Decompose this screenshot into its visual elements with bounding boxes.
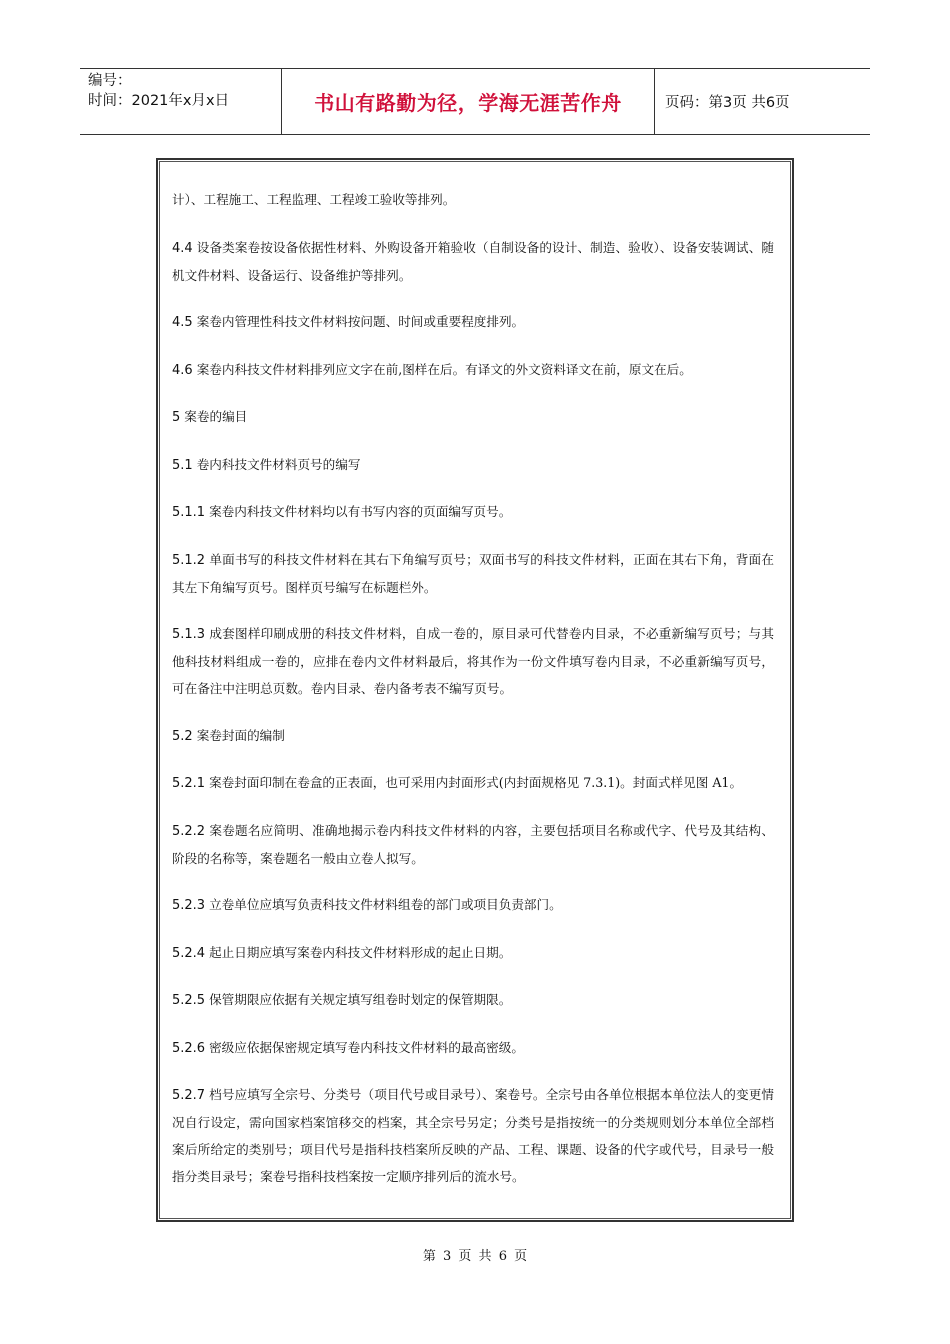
section-heading: 5.1 卷内科技文件材料页号的编写 — [172, 456, 361, 473]
section-heading: 5.2 案卷封面的编制 — [172, 727, 285, 744]
paragraph: 5.2.2 案卷题名应简明、准确地揭示卷内科技文件材料的内容，主要包括项目名称或代字、代号及其结构、阶段的名称等，案卷题名一般由立卷人拟写。 — [172, 822, 774, 866]
paragraph: 5.2.3 立卷单位应填写负责科技文件材料组卷的部门或项目负责部门。 — [172, 897, 562, 913]
page-footer: 第 3 页 共 6 页 — [422, 1249, 528, 1264]
paragraph: 5.1.1 案卷内科技文件材料均以有书写内容的页面编写页号。 — [172, 504, 512, 520]
paragraph: 5.2.5 保管期限应依据有关规定填写组卷时划定的保管期限。 — [172, 992, 512, 1008]
section-heading: 5 案卷的编目 — [172, 409, 248, 425]
paragraph: 5.2.1 案卷封面印制在卷盒的正表面，也可采用内封面形式(内封面规格见 7.3.1)。封面式样见图 A1。 — [172, 775, 743, 791]
paragraph: 4.4 设备类案卷按设备依据性材料、外购设备开箱验收（自制设备的设计、制造、验收）、设备安装调试、随机文件材料、设备运行、设备维护等排列。 — [172, 239, 774, 283]
header-meta — [80, 69, 282, 134]
paragraph: 计）、工程施工、工程监理、工程竣工验收等排列。 — [172, 192, 456, 207]
paragraph: 5.2.4 起止日期应填写案卷内科技文件材料形成的起止日期。 — [172, 944, 512, 961]
paragraph: 4.5 案卷内管理性科技文件材料按问题、时间或重要程度排列。 — [172, 314, 525, 330]
header-page-info: 页码：第3页 共6页 — [665, 95, 790, 111]
page-header — [80, 68, 870, 135]
document-body — [172, 186, 774, 1210]
header-motto: 书山有路勤为径，学海无涯苦作舟 — [282, 69, 655, 134]
paragraph: 4.6 案卷内科技文件材料排列应文字在前,图样在后。有译文的外文资料译文在前，原文在后。 — [172, 361, 692, 378]
document-time: 时间：2021年x月x日 — [88, 93, 230, 109]
document-number-label: 编号： — [88, 73, 132, 89]
paragraph: 5.1.3 成套图样印刷成册的科技文件材料，自成一卷的，原目录可代替卷内目录，不必重新编写页号；与其他科技材料组成一卷的，应排在卷内文件材料最后，将其作为一份文件填写卷内目录，不必重新编写页号，可在备注中注明总页数。卷内目录、卷内备考表不编写页号。 — [172, 626, 774, 696]
paragraph: 5.2.6 密级应依据保密规定填写卷内科技文件材料的最高密级。 — [172, 1039, 524, 1056]
paragraph: 5.2.7 档号应填写全宗号、分类号（项目代号或目录号）、案卷号。全宗号由各单位根据本单位法人的变更情况自行设定，需向国家档案馆移交的档案，其全宗号另定；分类号是指按统一的分类规则划分本单位全部档案后所给定的类别号；项目代号是指科技档案所反映的产品、工程、课题、设备的代字或代号，目录号一般指分类目录号；案卷号指科技档案按一定顺序排列后的流水号。 — [172, 1087, 774, 1184]
paragraph: 5.1.2 单面书写的科技文件材料在其右下角编写页号；双面书写的科技文件材料，正面在其右下角，背面在其左下角编写页号。图样页号编写在标题栏外。 — [172, 551, 774, 595]
